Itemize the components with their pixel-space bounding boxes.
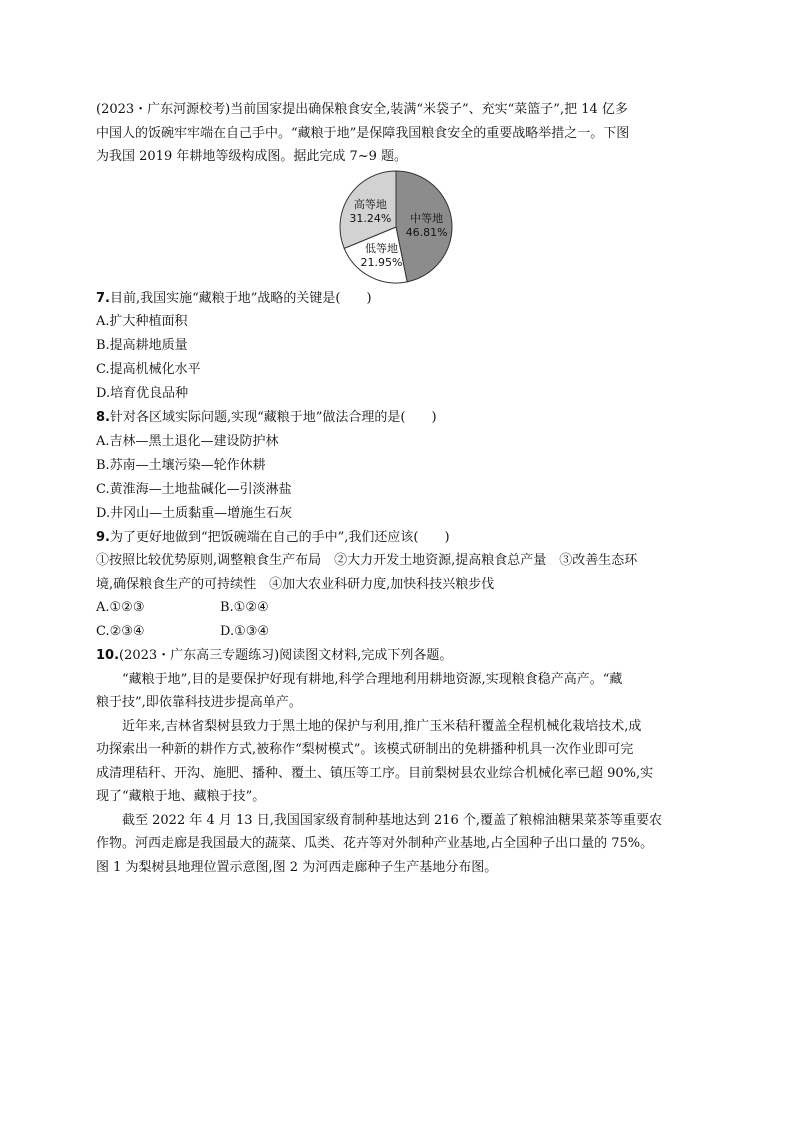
pie-chart-svg	[336, 171, 460, 283]
q10-para2-line-2: 功探索出一种新的耕作方式,被称作“梨树模式”。该模式研制出的免耕播种机具一次作业即可完	[96, 742, 634, 757]
q10-stem	[96, 644, 700, 668]
q10-stem-text: (2023・广东高三专题练习)阅读图文材料,完成下列各题。	[119, 648, 453, 663]
pie-chart	[96, 171, 700, 283]
q10-para2-line-4: 现了“藏粮于地、藏粮于技”。	[96, 789, 266, 804]
q10-number: 10.	[96, 648, 120, 663]
pie-label-name-1: 低等地	[365, 241, 399, 255]
q9-number: 9.	[96, 529, 110, 545]
q9-items-line-2: 境,确保粮食生产的可持续性 ④加大农业科研力度,加快科技兴粮步伐	[96, 576, 495, 592]
q9-option-c: C.②③④	[96, 624, 145, 639]
q7-option-c: C.提高机械化水平	[96, 362, 201, 377]
q10-para2-line-1: 近年来,吉林省梨树县致力于黑土地的保护与利用,推广玉米秸秆覆盖全程机械化栽培技术,成	[122, 718, 642, 734]
q9-stem	[96, 526, 700, 550]
q10-para1-line-2: 粮于技”,即依靠科技进步提高单产。	[96, 695, 302, 710]
pie-label-name-2: 高等地	[353, 197, 387, 211]
pie-label-value-2: 31.24%	[349, 211, 392, 225]
q9-option-d: D.①③④	[220, 624, 270, 639]
q10-para3-line-3: 图 1 为梨树县地理位置示意图,图 2 为河西走廊种子生产基地分布图。	[96, 859, 498, 875]
q7-option-d: D.培育优良品种	[96, 386, 189, 401]
pie-label-name-0: 中等地	[410, 211, 444, 225]
q10-para3-line-2: 作物。河西走廊是我国最大的蔬菜、瓜类、花卉等对外制种产业基地,占全国种子出口量的 75%。	[96, 836, 654, 851]
q9-stem-text: 为了更好地做到“把饭碗端在自己的手中”,我们还应该( )	[109, 529, 450, 545]
q9-items-line-1: ①按照比较优势原则,调整粮食生产布局 ②大力开发土地资源,提高粮食总产量 ③改善生态环	[96, 553, 638, 568]
q10-para3-line-1: 截至 2022 年 4 月 13 日,我国国家级育制种基地达到 216 个,覆盖了粮棉油糖果菜茶等重要农	[122, 812, 663, 828]
q7-stem-text: 目前,我国实施“藏粮于地”战略的关键是( )	[109, 290, 372, 306]
q9-options-row-1	[96, 596, 700, 620]
q8-option-a: A.吉林—黑土退化—建设防护林	[96, 433, 279, 449]
q8-stem	[96, 406, 700, 430]
document-page	[96, 98, 700, 879]
q8-option-c: C.黄淮海—土地盐碱化—引淡淋盐	[96, 481, 292, 497]
q8-number: 8.	[96, 410, 110, 425]
intro-line-2: 中国人的饭碗牢牢端在自己手中。“藏粮于地”是保障我国粮食安全的重要战略举措之一。下图	[96, 125, 630, 141]
q8-option-d: D.井冈山—土质黏重—增施生石灰	[96, 505, 293, 521]
q8-stem-text: 针对各区域实际问题,实现“藏粮于地”做法合理的是( )	[109, 410, 437, 425]
q10-para1-line-1: “藏粮于地”,目的是要保护好现有耕地,科学合理地利用耕地资源,实现粮食稳产高产。“藏	[122, 671, 623, 687]
q7-stem	[96, 287, 700, 311]
intro-line-3: 为我国 2019 年耕地等级构成图。据此完成 7~9 题。	[96, 149, 408, 164]
intro-line-1: (2023・广东河源校考)当前国家提出确保粮食安全,装满“米袋子”、充实“菜篮子”,把 14 亿多	[96, 102, 628, 117]
q9-option-a: A.①②③	[96, 600, 145, 615]
q7-number: 7.	[96, 290, 110, 306]
q7-option-a: A.扩大种植面积	[96, 314, 188, 329]
q9-option-b: B.①②④	[220, 600, 269, 615]
q10-para2-line-3: 成清理秸秆、开沟、施肥、播种、覆土、镇压等工序。目前梨树县农业综合机械化率已超 90%,实	[96, 765, 654, 781]
q9-options-row-2	[96, 620, 700, 644]
q7-option-b: B.提高耕地质量	[96, 338, 188, 353]
q8-option-b: B.苏南—土壤污染—轮作休耕	[96, 457, 266, 473]
pie-label-value-0: 46.81%	[405, 225, 448, 239]
pie-label-value-1: 21.95%	[360, 255, 403, 269]
